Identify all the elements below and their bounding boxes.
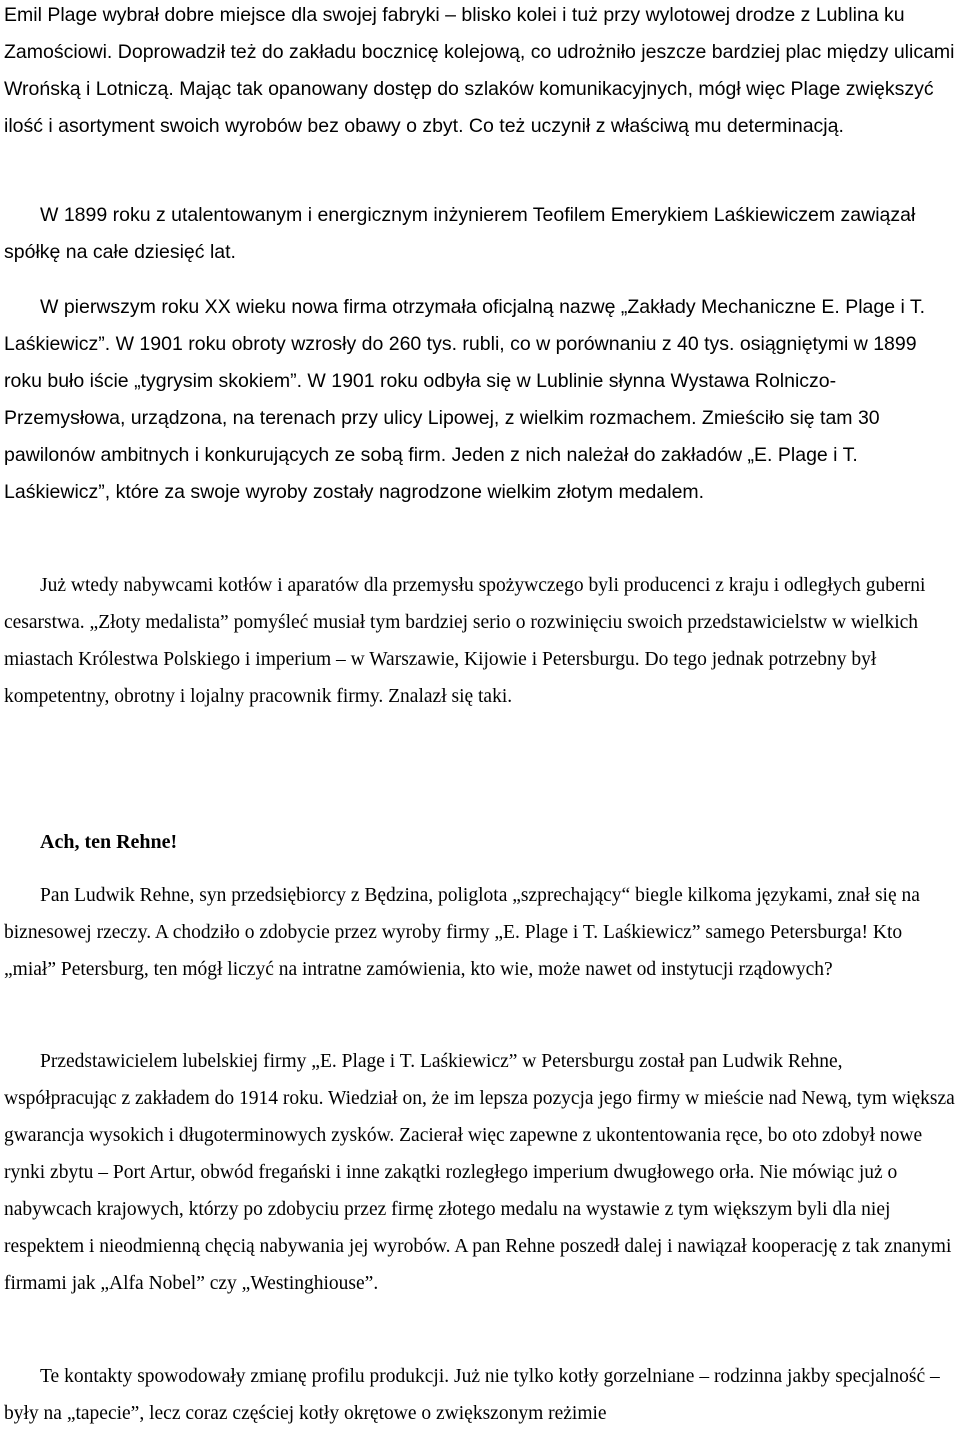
paragraph-petersburg-representative: Przedstawicielem lubelskiej firmy „E. Plage i T. Laśkiewicz” w Petersburgu został pan Ludwik Rehne, współpracując z zakładem do 1914 roku. Wiedział on, że im lepsza pozycja jego firmy w mieście nad Newą, tym większa gwarancja wysokich i długoterminowych zysków. Zacierał więc zapewne z ukontentowania ręce, bo oto zdobył nowe rynki zbytu – Port Artur, obwód fregański i inne zakątki rozległego imperium dwugłowego orła. Nie mówiąc już o nabywcach krajowych, którzy po zdobyciu przez firmę złotego medalu na wystawie z tym większym byli dla niej respektem i nieodmienną chęcią nabywania jej wyrobów. A pan Rehne poszedł dalej i nawiązał kooperację z tak znanymi firmami jak „Alfa Nobel” czy „Westinghiouse”.: [4, 1051, 955, 1294]
section-heading: Ach, ten Rehne!: [40, 831, 178, 853]
paragraph-plage-factory: Emil Plage wybrał dobre miejsce dla swojej fabryki – blisko kolei i tuż przy wylotowej drodze z Lublina ku Zamościowi. Doprowadził też do zakładu bocznicę kolejową, co udrożniło jeszcze bardziej plac między ulicami Wrońską i Lotniczą. Mając tak opanowany dostęp do szlaków komunikacyjnych, mógł więc Plage zwiększyć ilość i asortyment swoich wyrobów bez obawy o zbyt. Co też uczynił z właściwą mu determinacją.: [4, 4, 955, 137]
paragraph-ludwik-rehne: Pan Ludwik Rehne, syn przedsiębiorcy z Będzina, poliglota „szprechający“ biegle kilkoma językami, znał się na biznesowej rzeczy. A chodziło o zdobycie przez wyroby firmy „E. Plage i T. Laśkiewicz” samego Petersburga! Kto „miał” Petersburg, ten mógł liczyć na intratne zamówienia, kto wie, może nawet od instytucji rządowych?: [4, 885, 920, 980]
paragraph-production-profile: Te kontakty spowodowały zmianę profilu produkcji. Już nie tylko kotły gorzelniane – rodzinna jakby specjalność – były na „tapecie”, lecz coraz częściej kotły okrętowe o zwiększonym reżimie: [4, 1366, 940, 1424]
paragraph-customers-representatives: Już wtedy nabywcami kotłów i aparatów dla przemysłu spożywczego byli producenci z kraju i odległych guberni cesarstwa. „Złoty medalista” pomyśleć musiał tym bardziej serio o rozwinięciu swoich przedstawicielstw w wielkich miastach Królestwa Polskiego i imperium – w Warszawie, Kijowie i Petersburgu. Do tego jednak potrzebny był kompetentny, obrotny i lojalny pracownik firmy. Znalazł się taki.: [4, 575, 926, 707]
paragraph-partnership-1899: W 1899 roku z utalentowanym i energicznym inżynierem Teofilem Emerykiem Laśkiewiczem zawiązał spółkę na całe dziesięć lat.: [4, 204, 916, 263]
paragraph-company-name-exhibition: W pierwszym roku XX wieku nowa firma otrzymała oficjalną nazwę „Zakłady Mechaniczne E. Plage i T. Laśkiewicz”. W 1901 roku obroty wzrosły do 260 tys. rubli, co w porównaniu z 40 tys. osiągniętymi w 1899 roku buło iście „tygrysim skokiem”. W 1901 roku odbyła się w Lublinie słynna Wystawa Rolniczo-Przemysłowa, urządzona, na terenach przy ulicy Lipowej, z wielkim rozmachem. Zmieściło się tam 30 pawilonów ambitnych i konkurujących ze sobą firm. Jeden z nich należał do zakładów „E. Plage i T. Laśkiewicz”, które za swoje wyroby zostały nagrodzone wielkim złotym medalem.: [4, 296, 926, 503]
